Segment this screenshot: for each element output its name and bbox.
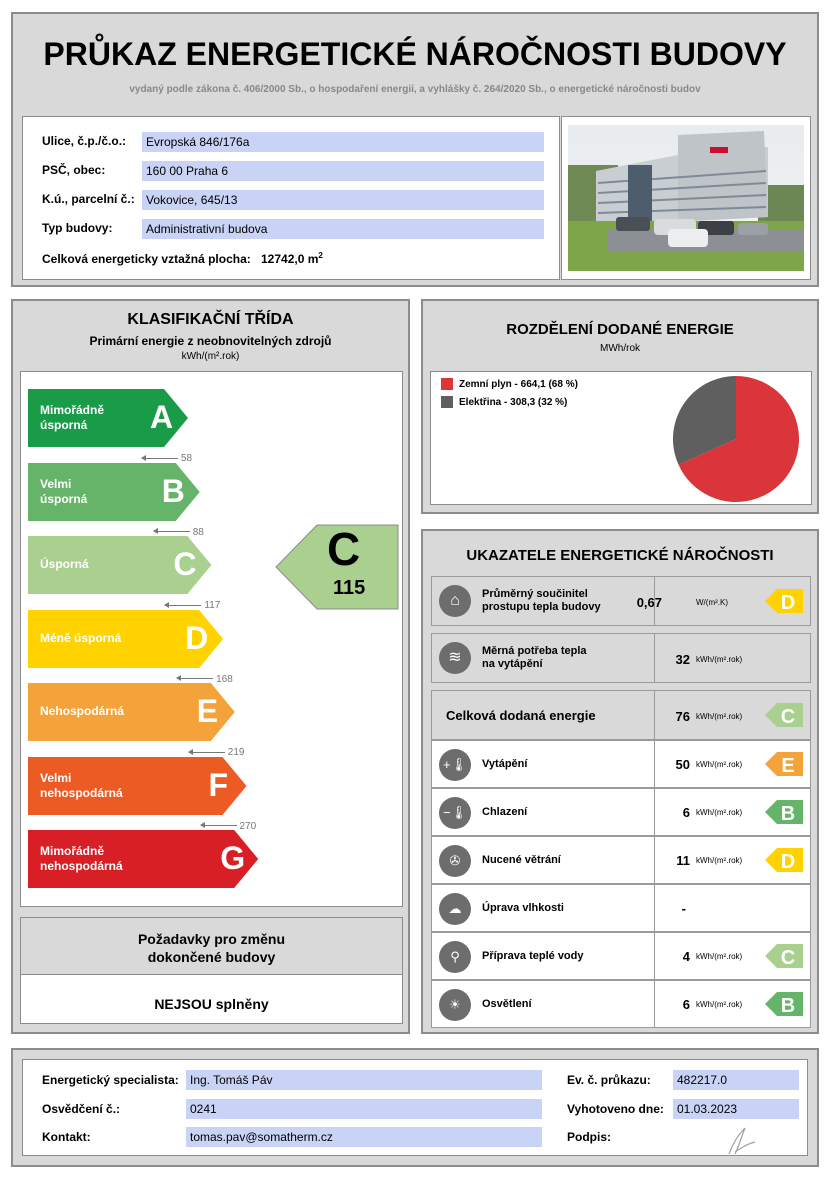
ev-field: 482217.0 <box>673 1070 799 1090</box>
indicator-row <box>431 836 811 884</box>
u-value-row <box>431 576 811 626</box>
heating-thermometer-icon: +🌡 <box>439 749 471 781</box>
indicator-row <box>431 980 811 1028</box>
class-bar-a <box>28 389 190 447</box>
ev-label: Ev. č. průkazu: <box>567 1073 651 1087</box>
contact-field: tomas.pav@somatherm.cz <box>186 1127 542 1147</box>
class-bar-c <box>28 536 213 594</box>
humidity-icon: ☁ <box>439 893 471 925</box>
building-photo-box <box>561 116 811 280</box>
indicator-value: 4 <box>682 949 690 964</box>
energy-split-frame <box>421 299 819 514</box>
psc-field: 160 00 Praha 6 <box>142 161 544 181</box>
requirements-status: NEJSOU splněny <box>154 996 269 1012</box>
specialist-label: Energetický specialista: <box>42 1073 179 1087</box>
legend-label: Zemní plyn - 664,1 (68 %) <box>459 378 578 390</box>
classification-subtitle: Primární energie z neobnovitelných zdrojů <box>89 334 332 348</box>
class-bar-label: Mimořádně nehospodárná <box>40 844 123 873</box>
requirements-box <box>20 917 403 1024</box>
indicator-value: 6 <box>682 997 690 1012</box>
legend-swatch <box>441 378 453 390</box>
legend-item <box>441 378 578 390</box>
class-limit-e: 219 <box>189 747 245 758</box>
classification-title: KLASIFIKAČNÍ TŘÍDA <box>127 311 294 328</box>
class-bar-label: Méně úsporná <box>40 630 122 645</box>
footer-box <box>22 1059 808 1156</box>
type-label: Typ budovy: <box>42 221 113 235</box>
total-class-letter: C <box>780 706 796 728</box>
classification-frame <box>11 299 410 1034</box>
indicator-class-letter: D <box>780 851 796 873</box>
energy-split-unit: MWh/rok <box>600 343 640 354</box>
cooling-thermometer-icon: −🌡 <box>439 797 471 829</box>
house-icon: ⌂ <box>439 585 471 617</box>
class-bar-letter: F <box>208 766 229 803</box>
indicators-title: UKAZATELE ENERGETICKÉ NÁROČNOSTI <box>466 547 774 564</box>
light-bulb-icon: ☀ <box>439 989 471 1021</box>
indicator-name: Příprava teplé vody <box>482 950 584 962</box>
class-bar-letter: D <box>185 619 209 656</box>
chart-legend <box>441 378 578 414</box>
class-limit-a: 58 <box>142 453 192 464</box>
indicator-row <box>431 788 811 836</box>
classification-unit: kWh/(m².rok) <box>181 351 240 362</box>
pie-chart <box>671 374 801 504</box>
class-bar-letter: B <box>161 472 185 509</box>
indicator-row <box>431 932 811 980</box>
indicator-row <box>431 740 811 788</box>
indicator-class-badge <box>764 991 804 1017</box>
indicator-class-letter: C <box>780 947 796 969</box>
class-bar-label: Nehospodárná <box>40 704 125 718</box>
page-title: PRŮKAZ ENERGETICKÉ NÁROČNOSTI BUDOVY <box>43 36 787 72</box>
contact-label: Kontakt: <box>42 1130 91 1144</box>
psc-label: PSČ, obec: <box>42 163 106 177</box>
indicator-value: 50 <box>675 757 690 772</box>
indicator-unit: kWh/(m².rok) <box>696 952 743 961</box>
area-label: Celková energeticky vztažná plocha: <box>42 252 251 266</box>
class-limit-f: 270 <box>201 821 257 832</box>
indicator-name: Osvětlení <box>482 998 532 1010</box>
type-field: Administrativní budova <box>142 219 544 239</box>
fan-icon: ✇ <box>439 845 471 877</box>
heat-demand-value: 32 <box>675 652 690 667</box>
heat-demand-row <box>431 633 811 683</box>
class-limit-c: 117 <box>165 600 220 611</box>
energy-split-title: ROZDĚLENÍ DODANÉ ENERGIE <box>506 321 734 338</box>
date-field: 01.03.2023 <box>673 1099 799 1119</box>
water-tap-icon: ⚲ <box>439 941 471 973</box>
cert-field: 0241 <box>186 1099 542 1119</box>
building-photo <box>568 125 804 271</box>
class-bar-b <box>28 463 202 521</box>
requirements-title: Požadavky pro změnu dokončené budovy <box>137 931 286 965</box>
indicator-value: 6 <box>682 805 690 820</box>
class-bar-f <box>28 757 249 815</box>
u-class-letter: D <box>780 592 796 614</box>
header-frame <box>11 12 819 287</box>
class-bar-d <box>28 610 225 668</box>
indicator-class-letter: E <box>781 755 795 777</box>
indicator-class-badge <box>764 943 804 969</box>
indicator-unit: kWh/(m².rok) <box>696 808 743 817</box>
signature <box>723 1122 763 1158</box>
indicator-value: - <box>681 901 686 916</box>
area-value: 12742,0 $m^2$ <box>261 251 323 266</box>
class-bar-g <box>28 830 260 888</box>
heat-demand-name: Měrná potřeba tepla na vytápění <box>482 645 587 670</box>
total-energy-value: 76 <box>675 709 690 724</box>
total-energy-name: Celková dodaná energie <box>446 708 596 723</box>
indicator-class-letter: B <box>780 803 796 825</box>
legend-label: Elektřina - 308,3 (32 %) <box>459 396 568 408</box>
street-field: Evropská 846/176a <box>142 132 544 152</box>
indicator-value: 11 <box>676 853 690 868</box>
address-box <box>22 116 560 280</box>
indicator-row <box>431 884 811 932</box>
class-limit-b: 88 <box>154 527 204 538</box>
heat-demand-unit: kWh/(m².rok) <box>696 655 743 664</box>
page-subtitle: vydaný podle zákona č. 406/2000 Sb., o hospodaření energií, a vyhlášky č. 264/2020 Sb., o energetické náročnosti budov <box>129 84 701 95</box>
class-bar-label: Mimořádně úsporná <box>40 403 105 432</box>
street-label: Ulice, č.p./č.o.: <box>42 134 127 148</box>
ku-field: Vokovice, 645/13 <box>142 190 544 210</box>
result-value: 115 <box>333 577 366 599</box>
indicator-unit: kWh/(m².rok) <box>696 760 743 769</box>
indicator-name: Úprava vlhkosti <box>482 902 564 914</box>
indicator-name: Vytápění <box>482 758 528 770</box>
sign-label: Podpis: <box>567 1130 611 1144</box>
u-value-unit: W/(m².K) <box>696 598 728 607</box>
indicator-class-badge <box>764 751 804 777</box>
scale-box <box>20 371 403 907</box>
class-bar-letter: E <box>196 693 219 729</box>
u-value: 0,67 <box>636 595 662 610</box>
indicator-class-letter: B <box>780 995 796 1017</box>
indicator-class-badge <box>764 799 804 825</box>
result-letter: C <box>327 523 361 575</box>
indicator-unit: kWh/(m².rok) <box>696 1000 743 1009</box>
legend-item <box>441 396 578 408</box>
legend-swatch <box>441 396 453 408</box>
class-bar-letter: C <box>173 546 197 582</box>
u-class-badge <box>764 588 804 614</box>
total-class-badge <box>764 702 804 728</box>
indicator-class-badge <box>764 847 804 873</box>
class-bar-letter: A <box>150 399 174 435</box>
class-bar-label: Velmi úsporná <box>40 476 88 506</box>
indicator-name: Nucené větrání <box>482 854 561 866</box>
heating-waves-icon: ≋ <box>439 642 471 674</box>
class-bar-letter: G <box>220 840 246 876</box>
footer-frame <box>11 1048 819 1167</box>
indicator-unit: kWh/(m².rok) <box>696 856 743 865</box>
cert-label: Osvědčení č.: <box>42 1102 121 1116</box>
u-value-name: Průměrný součinitel prostupu tepla budovy <box>482 588 601 613</box>
indicator-name: Chlazení <box>482 806 528 818</box>
ku-label: K.ú., parcelní č.: <box>42 192 135 206</box>
class-bar-label: Úsporná <box>40 557 89 571</box>
class-bar-e <box>28 683 237 741</box>
date-label: Vyhotoveno dne: <box>567 1102 664 1116</box>
specialist-field: Ing. Tomáš Páv <box>186 1070 542 1090</box>
energy-split-box <box>430 371 812 505</box>
class-bar-label: Velmi nehospodárná <box>40 770 123 800</box>
total-energy-unit: kWh/(m².rok) <box>696 712 743 721</box>
total-energy-row <box>431 690 811 740</box>
class-limit-d: 168 <box>177 674 233 685</box>
